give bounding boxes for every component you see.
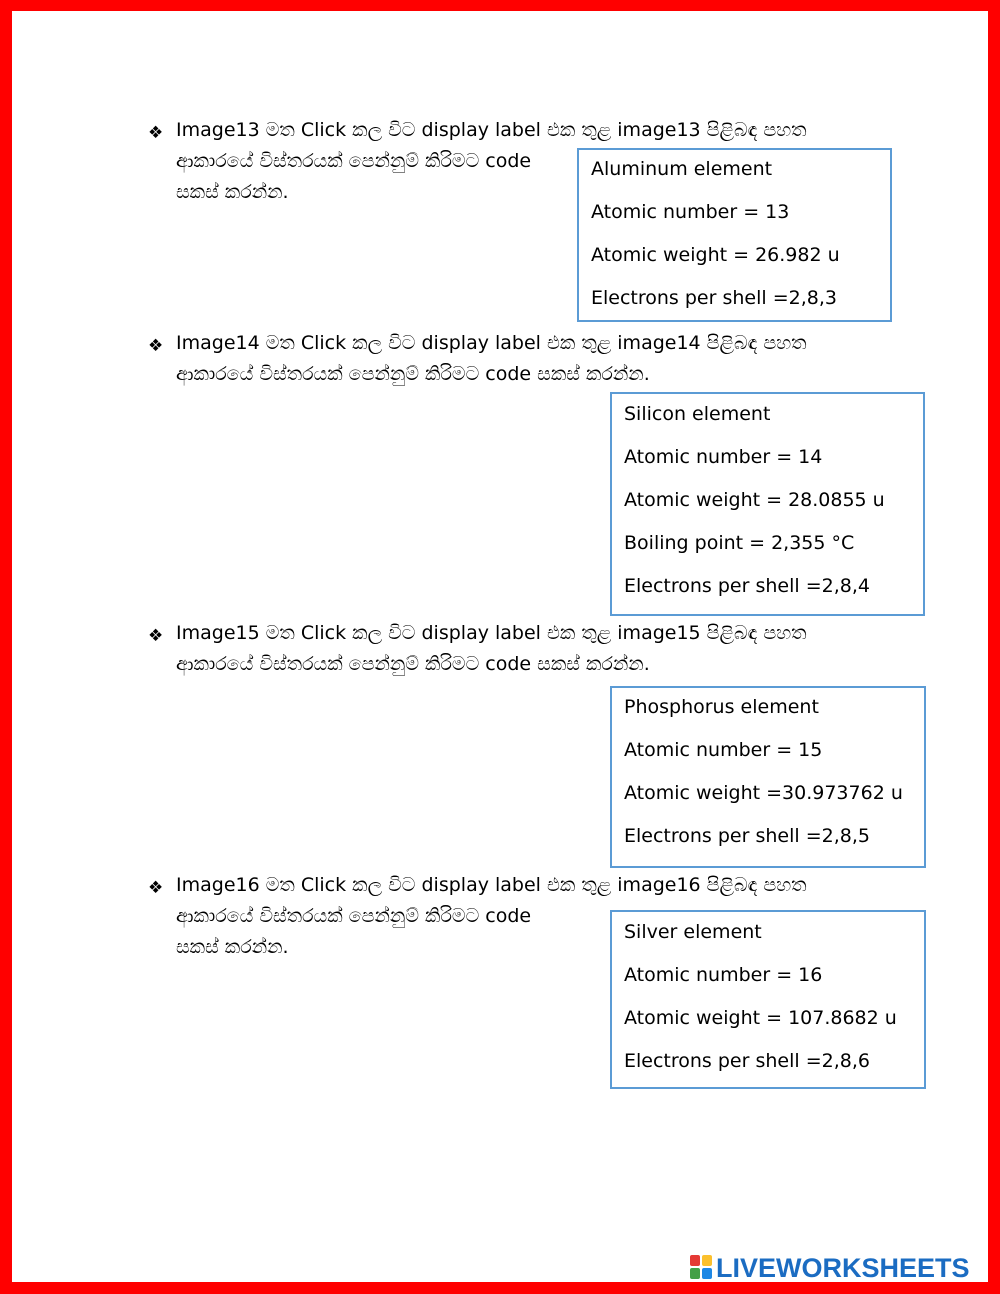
info-line: Silicon element bbox=[624, 403, 771, 425]
info-line: Electrons per shell =2,8,6 bbox=[624, 1050, 870, 1072]
info-line: Electrons per shell =2,8,3 bbox=[591, 287, 837, 309]
info-line: Atomic weight = 107.8682 u bbox=[624, 1007, 897, 1029]
info-box-silicon bbox=[610, 392, 925, 616]
question-13-line-1: Image13 මත Click කල විට display label එක තුළ image13 පිළිබඳ පහත bbox=[176, 119, 807, 141]
question-16-line-1: Image16 මත Click කල විට display label එක තුළ image16 පිළිබඳ පහත bbox=[176, 874, 807, 896]
liveworksheets-logo bbox=[690, 1253, 970, 1283]
bullet-icon: ❖ bbox=[148, 123, 164, 143]
question-13-line-3: සකස් කරන්න. bbox=[176, 181, 289, 203]
info-line: Atomic number = 14 bbox=[624, 446, 823, 468]
info-line: Aluminum element bbox=[591, 158, 773, 180]
info-line: Atomic weight =30.973762 u bbox=[624, 782, 903, 804]
info-line: Electrons per shell =2,8,5 bbox=[624, 825, 870, 847]
info-line: Boiling point = 2,355 °C bbox=[624, 532, 855, 554]
question-14-line-1: Image14 මත Click කල විට display label එක තුළ image14 පිළිබඳ පහත bbox=[176, 332, 807, 354]
question-16-line-2: ආකාරයේ විස්තරයක් පෙන්නුම් කිරිමට code bbox=[176, 905, 532, 927]
question-15-line-1: Image15 මත Click කල විට display label එක තුළ image15 පිළිබඳ පහත bbox=[176, 622, 807, 644]
info-line: Atomic weight = 26.982 u bbox=[591, 244, 840, 266]
info-box-phosphorus bbox=[610, 686, 926, 868]
question-13-line-2: ආකාරයේ විස්තරයක් පෙන්නුම් කිරිමට code bbox=[176, 150, 532, 172]
info-line: Electrons per shell =2,8,4 bbox=[624, 575, 870, 597]
bullet-icon: ❖ bbox=[148, 878, 164, 898]
info-line: Silver element bbox=[624, 921, 762, 943]
info-line: Atomic number = 16 bbox=[624, 964, 823, 986]
logo-text: LIVEWORKSHEETS bbox=[716, 1252, 970, 1283]
question-16-line-3: සකස් කරන්න. bbox=[176, 936, 289, 958]
question-14-line-2: ආකාරයේ විස්තරයක් පෙන්නුම් කිරිමට code සකස් කරන්න. bbox=[176, 363, 650, 385]
bullet-icon: ❖ bbox=[148, 336, 164, 356]
info-line: Atomic number = 15 bbox=[624, 739, 823, 761]
info-line: Atomic weight = 28.0855 u bbox=[624, 489, 885, 511]
liveworksheets-logo-icon bbox=[690, 1255, 714, 1281]
info-box-aluminum bbox=[577, 148, 892, 322]
info-box-silver bbox=[610, 910, 926, 1089]
info-line: Atomic number = 13 bbox=[591, 201, 790, 223]
question-15-line-2: ආකාරයේ විස්තරයක් පෙන්නුම් කිරිමට code සකස් කරන්න. bbox=[176, 653, 650, 675]
info-line: Phosphorus element bbox=[624, 696, 819, 718]
bullet-icon: ❖ bbox=[148, 626, 164, 646]
